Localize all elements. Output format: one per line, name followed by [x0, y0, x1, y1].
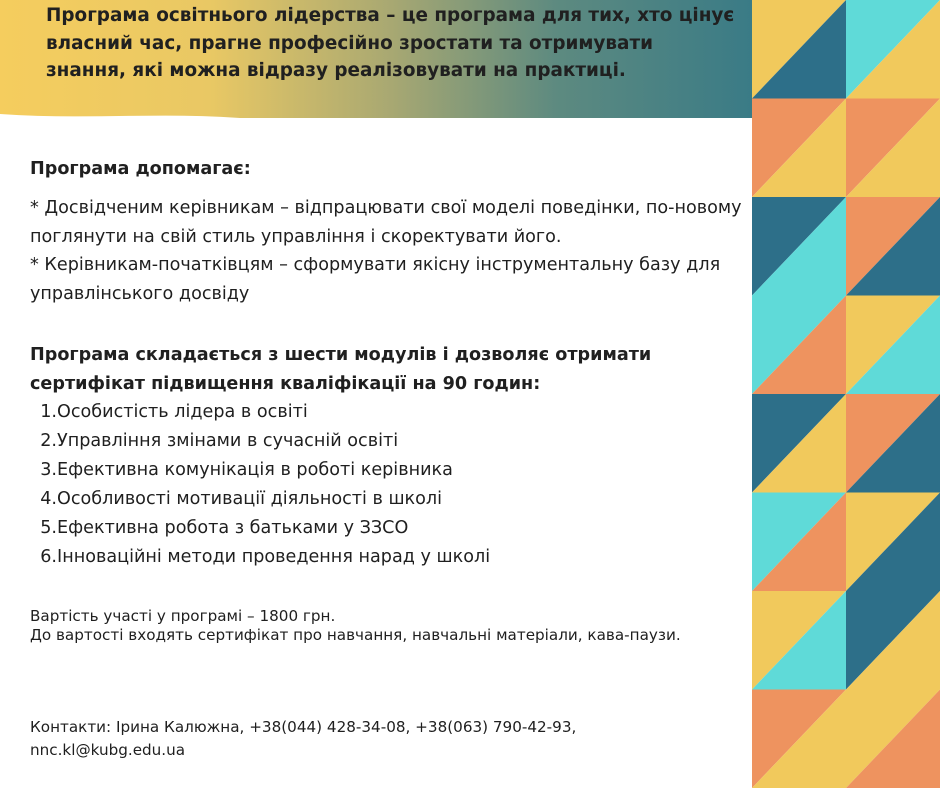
modules-title: Програма складається з шести модулів і дозволяє отримати сертифікат підвищення кваліфікації на 90 годин: — [30, 345, 652, 394]
modules-list — [30, 398, 490, 572]
geometric-pattern — [752, 0, 940, 788]
module-text: Управління змінами в сучасній освіті — [57, 431, 399, 451]
module-item — [30, 514, 490, 543]
helps-item: * Досвідченим керівникам – відпрацювати свої моделі поведінки, по-новому поглянути на свій стиль управління і скоректувати його. — [30, 198, 742, 247]
cost-price: Вартість участі у програмі – 1800 грн. — [30, 607, 336, 625]
helps-list — [30, 194, 750, 308]
module-item — [30, 543, 490, 572]
module-item — [30, 398, 490, 427]
module-number: 1. — [40, 402, 57, 422]
module-item — [30, 427, 490, 456]
module-text: Особистість лідера в освіті — [57, 402, 308, 422]
module-number: 4. — [40, 489, 57, 509]
module-text: Особливості мотивації діяльності в школі — [57, 489, 443, 509]
banner-torn-edge — [0, 108, 752, 130]
module-number: 5. — [40, 518, 57, 538]
contacts-line: Контакти: Ірина Калюжна, +38(044) 428-34-08, +38(063) 790-42-93, — [30, 718, 577, 736]
module-text: Інноваційні методи проведення нарад у школі — [57, 547, 491, 567]
helps-item: * Керівникам-початківцям – сформувати якісну інструментальну базу для управлінського досвіду — [30, 255, 721, 304]
helps-title: Програма допомагає: — [30, 159, 251, 179]
cost-includes: До вартості входять сертифікат про навчання, навчальні матеріали, кава-паузи. — [30, 626, 681, 644]
contacts-email: nnc.kl@kubg.edu.ua — [30, 741, 186, 759]
intro-text: Програма освітнього лідерства – це програма для тих, хто цінує власний час, прагне професійно зростати та отримувати знання, які можна відразу реалізовувати на практиці. — [46, 5, 735, 81]
module-number: 6. — [40, 547, 57, 567]
module-text: Ефективна комунікація в роботі керівника — [57, 460, 453, 480]
module-item — [30, 485, 490, 514]
cost-info — [30, 607, 730, 645]
contacts-info — [30, 716, 730, 762]
module-item — [30, 456, 490, 485]
module-text: Ефективна робота з батьками у ЗЗСО — [57, 518, 409, 538]
module-number: 2. — [40, 431, 57, 451]
module-number: 3. — [40, 460, 57, 480]
